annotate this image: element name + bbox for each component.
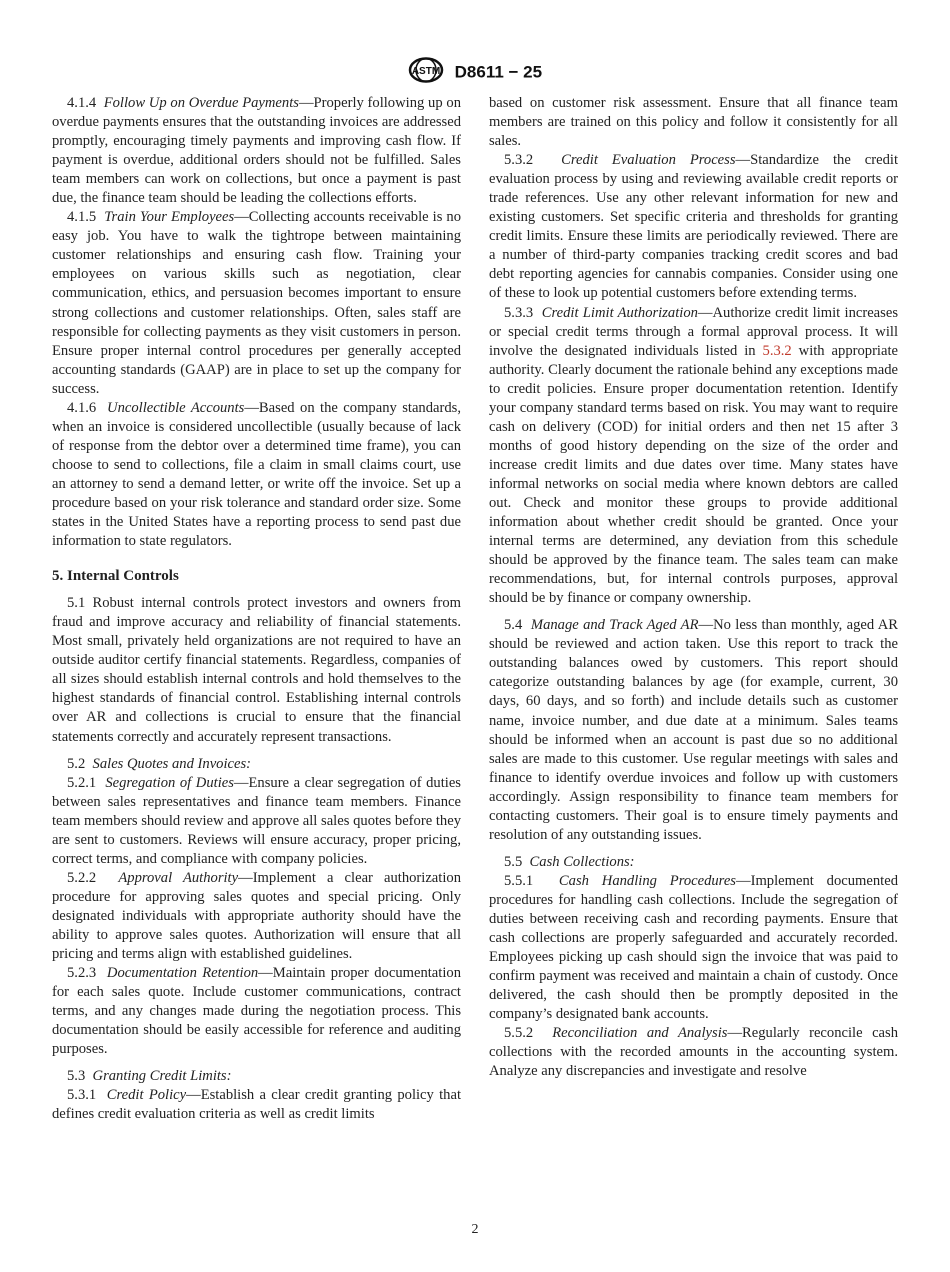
paragraph-5-3-3: 5.3.3 Credit Limit Authorization—Authorize credit limit increases or special credit terms through a formal approval process. It will involve the designated individuals listed in 5.3.2 with appropriate authority. Clearly document the rationale behind any exceptions made to credit policies. Ensure proper documentation retention. Identify your company standard terms based on risk. You may want to require cash on delivery (COD) for initial orders and then net 15 after 3 months of good history depending on the size of the order and increase credit limits and due dates over time. Many states have informal networks on social media where known debtors are called out. Check and monitor these groups to provide additional information about whether credit should be granted. Once your internal terms are determined, any deviation from this schedule should be approved by the finance team. The sales team can make recommendations, but, for internal controls purposes, approval should be by finance or company ownership. <box>489 304 898 607</box>
paragraph-4-1-5: 4.1.5 Train Your Employees—Collecting accounts receivable is no easy job. You have to walk the tightrope between maintaining customer relationships and ensuring cash flow. Training your employees on various skills such as negotiation, clear communication, ethics, and persuasion becomes important to ensure strong collections and customer relationships. Often, sales staff are responsible for collecting payments as they visit customers in person. Ensure proper internal control procedures per generally accepted accounting standards (GAAP) are in place to set up the company for success. <box>52 209 461 397</box>
paragraph-5-5-2: 5.5.2 Reconciliation and Analysis—Regularly reconcile cash collections with the recorded amounts in the accounting system. Analyze any discrepancies and investigate and resolve <box>489 1025 899 1080</box>
left-column <box>52 94 461 1124</box>
paragraph-5-2: 5.2 Sales Quotes and Invoices: <box>67 755 252 772</box>
section-heading-internal-controls: 5. Internal Controls <box>52 568 179 585</box>
page-number: 2 <box>471 1222 479 1237</box>
paragraph-5-2-3: 5.2.3 Documentation Retention—Maintain proper documentation for each sales quote. Include customer communications, contract terms, and any changes made during the negotiation process. This documentation should be easily accessible for reference and auditing purposes. <box>52 965 461 1058</box>
svg-text:ASTM: ASTM <box>411 66 441 77</box>
paragraph-5-2-2: 5.2.2 Approval Authority—Implement a clear authorization procedure for approving sales quotes and special pricing. Only designated individuals with appropriate authority should have the ability to approve sales quotes. Authorization will ensure that all pricing and terms align with established guidelines. <box>52 869 461 963</box>
page-header <box>0 57 950 88</box>
paragraph-5-1: 5.1 Robust internal controls protect investors and owners from fraud and improve accuracy and reliability of financial statements. Most small, privately held organizations are not required to have an outside auditor certify financial statements. Regardless, companies of all sizes should establish internal controls and hold themselves to the highest standards of financial control. Establishing internal controls over AR and collections is crucial to ensure that the financial statements correctly and accurately represent transactions. <box>52 595 461 745</box>
astm-logo-icon <box>408 57 444 88</box>
paragraph-4-1-6: 4.1.6 Uncollectible Accounts—Based on the company standards, when an invoice is considered uncollectible (usually because of lack of response from the debtor over a determined time frame), you can choose to send to collections, file a claim in small claims court, use an attorney to send a demand letter, or write off the invoice. Set up a procedure based on your risk tolerance and standard order size. Some states in the United States have a reporting process to send past due information to state regulators. <box>52 399 461 550</box>
paragraph-5-5: 5.5 Cash Collections: <box>504 853 635 870</box>
document-code: D8611 − 25 <box>454 62 543 82</box>
paragraph-4-1-4: 4.1.4 Follow Up on Overdue Payments—Properly following up on overdue payments ensures that the outstanding invoices are addressed promptly, encouraging timely payments and improving cash flow. If payment is overdue, additional orders should not be fulfilled. Sales team members can work on collections, but once a payment is past due, the finance team should be leading the collections efforts. <box>52 95 461 207</box>
paragraph-5-2-1: 5.2.1 Segregation of Duties—Ensure a clear segregation of duties between sales representatives and finance team members. Finance team members should review and approve all sales quotes before they are sent to customers. Reviews will ensure accuracy, proper pricing, correct terms, and compliance with company policies. <box>52 774 461 867</box>
paragraph-5-3-1: 5.3.1 Credit Policy—Establish a clear credit granting policy that defines credit evaluation criteria as well as credit limits <box>52 1087 461 1123</box>
paragraph-5-3: 5.3 Granting Credit Limits: <box>67 1068 232 1085</box>
section-link-5-3-2[interactable]: 5.3.2 <box>762 342 792 359</box>
paragraph-5-3-1-continued: based on customer risk assessment. Ensure that all finance team members are trained on this policy and follow it consistently for all sales. <box>489 95 898 150</box>
paragraph-5-4: 5.4 Manage and Track Aged AR—No less than monthly, aged AR should be reviewed and action taken. Use this report to track the outstanding balances owed by customers. This report should categorize outstanding balances by age (for example, current, 30 days, 60 days, and so forth) and include details such as customer name, invoice number, and due date at a minimum. Sales teams should be informed when an account is past due so no additional sales are made to this customer. Use regular meetings with sales and finance to identify overdue invoices and follow up with customers accordingly. Assign responsibility to finance team members for contacting customers. Their goal is to ensure timely payments and resolution of any outstanding issues. <box>489 617 898 843</box>
paragraph-5-3-2: 5.3.2 Credit Evaluation Process—Standardize the credit evaluation process by using and reviewing available credit reports or trade references. Use any other relevant information for new and existing customers. Set specific criteria and thresholds for granting credit limits. Ensure these limits are periodically reviewed. There are a number of third-party companies tracking credit scores and bad debt reporting agencies for cannabis companies. Consider using one of these to look up potential customers before extending terms. <box>489 152 898 302</box>
right-column <box>489 94 898 1081</box>
paragraph-5-5-1: 5.5.1 Cash Handling Procedures—Implement documented procedures for handling cash collections. Include the segregation of duties between receiving cash and recording payments. Ensure that cash collections are properly safeguarded and accurately recorded. Employees picking up cash should sign the invoice that was paid to confirm payment was received and maintain a chain of custody. Once delivered, the cash should then be promptly deposited in the company’s designated bank accounts. <box>489 872 898 1023</box>
